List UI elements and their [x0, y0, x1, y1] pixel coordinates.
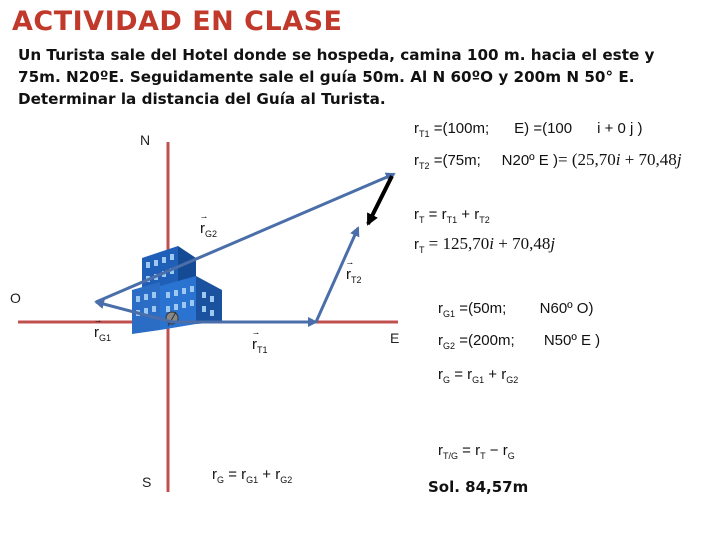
south-label: S [142, 474, 152, 490]
north-label: N [140, 132, 151, 148]
east-label: E [390, 330, 400, 346]
problem-line-1: Un Turista sale del Hotel donde se hospeda, camina 100 m. hacia el este y [18, 46, 655, 64]
equation-rTG: $r_{T/G} = r_T - r_G$ [438, 442, 515, 461]
label-rG2: ⇀ $r_{G2}$ [200, 215, 218, 239]
equation-bottom-rG-sum: $r_G = r_{G1} + r_{G2}$ [212, 466, 293, 485]
label-rT1: ⇀ $r_{T1}$ [252, 331, 268, 355]
page-title: ACTIVIDAD EN CLASE [12, 6, 343, 37]
problem-line-3: Determinar la distancia del Guía al Turista. [18, 90, 386, 108]
equation-rG1: $r_{G1} =(50m$; N60º O) [438, 300, 594, 319]
equation-rT2: $r_{T2} =(75m$; N20º E )= (25,70i + 70,48j [414, 150, 682, 171]
problem-line-2: 75m. N20ºE. Seguidamente sale el guía 50m. Al N 60ºO y 200m N 50° E. [18, 68, 635, 86]
solution-text: Sol. 84,57m [428, 478, 529, 496]
equation-rT1: $r_{T1} =(100m$; E) =(100 i + 0 j ) [414, 120, 643, 139]
equation-rG-sum: $r_G = r_{G1} + r_{G2}$ [438, 366, 519, 385]
equation-rT-sum: $r_T = r_{T1} + r_{T2}$ [414, 206, 490, 225]
west-label: O [10, 290, 21, 306]
label-rT2: ⇀ $r_{T2}$ [346, 261, 362, 285]
equation-rT-value: $r_T = 125,70i + 70,48j$ [414, 234, 556, 255]
label-rG1: ⇀ $r_{G1}$ [94, 319, 112, 343]
equation-rG2: $r_{G2} =(200m$; N50º E ) [438, 332, 601, 351]
